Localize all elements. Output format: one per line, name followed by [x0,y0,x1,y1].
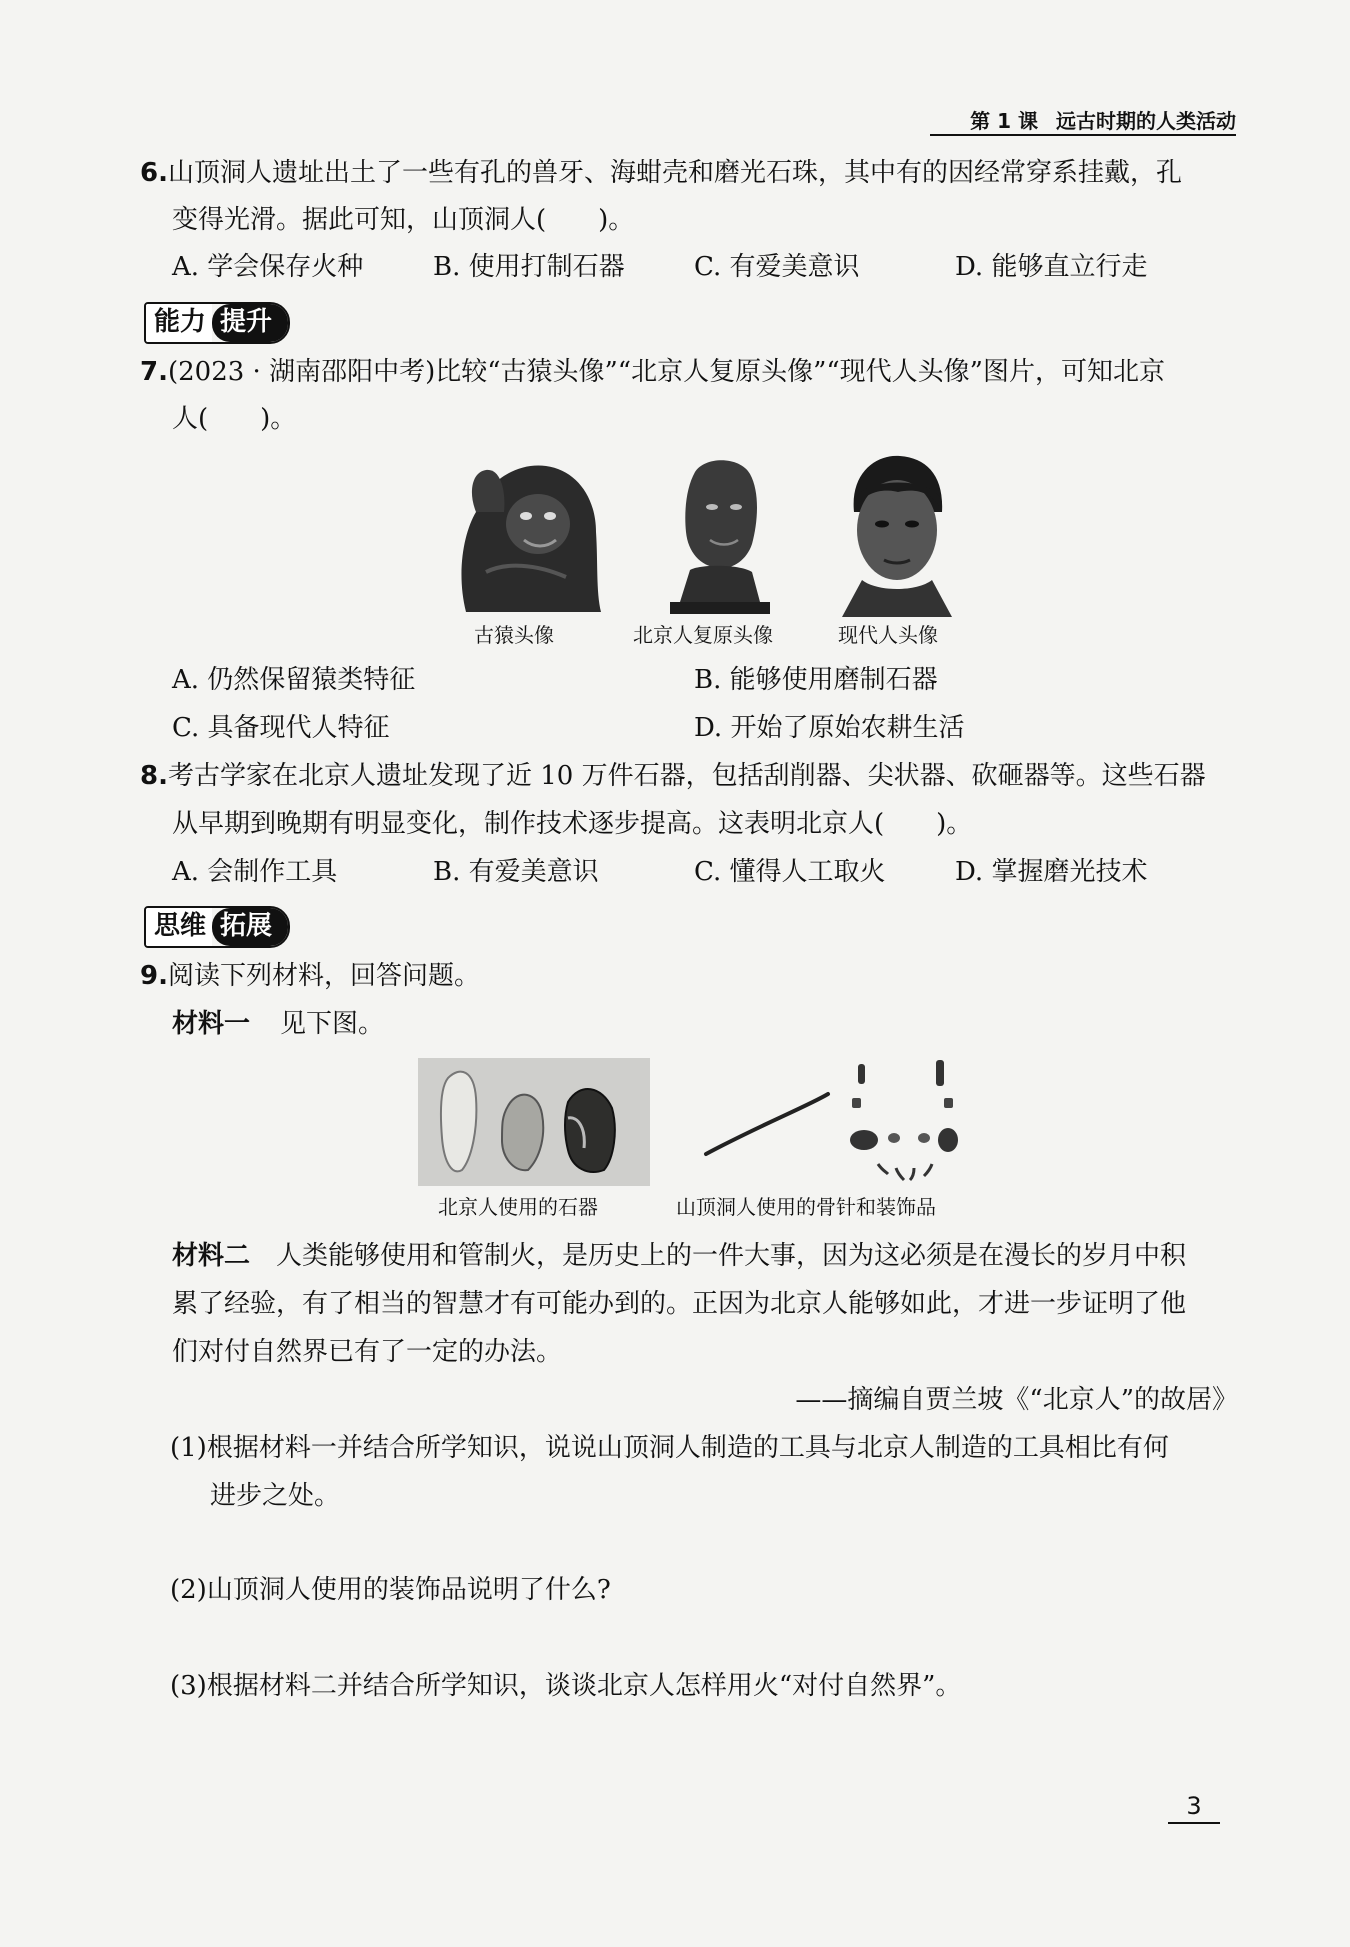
q8-text1: 考古学家在北京人遗址发现了近 10 万件石器，包括刮削器、尖状器、砍砸器等。这些石器 [167,761,1206,791]
q9-sub1-line2: 进步之处。 [210,1481,341,1511]
q7-line1 [140,356,1165,388]
q8-number: 8. [140,761,168,791]
q9-material2-line3: 们对付自然界已有了一定的办法。 [172,1337,563,1367]
peking-man-bust-image [660,452,780,617]
q9-sub2: (2)山顶洞人使用的装饰品说明了什么? [170,1575,611,1605]
q6-line1 [140,157,1182,189]
q7-option-b[interactable]: B. 能够使用磨制石器 [694,665,938,695]
q7-number: 7. [140,357,168,387]
modern-human-head-image [832,452,962,617]
q7-option-a[interactable]: A. 仍然保留猿类特征 [172,665,416,695]
material2-label: 材料二 [172,1241,251,1271]
material1-caption-ornaments: 山顶洞人使用的骨针和装饰品 [676,1195,936,1219]
bone-needle-ornaments-image [698,1054,978,1186]
q9-intro-line [140,960,480,992]
q8-line2: 从早期到晚期有明显变化，制作技术逐步提高。这表明北京人( )。 [172,809,973,839]
material2-source: ——摘编自贾兰坡《“北京人”的故居》 [795,1385,1238,1415]
q8-option-d[interactable]: D. 掌握磨光技术 [955,857,1148,887]
q7-caption-ape: 古猿头像 [474,623,554,647]
q9-number: 9. [140,961,168,991]
q7-text1: (2023 · 湖南邵阳中考)比较“古猿头像”“北京人复原头像”“现代人头像”图片，可知北京 [167,357,1165,387]
q9-material1-line [172,1008,384,1040]
q9-material2-line1 [172,1240,1186,1272]
material1-caption-stone-tools: 北京人使用的石器 [438,1195,598,1219]
ape-head-image [446,452,606,617]
q8-option-b[interactable]: B. 有爱美意识 [433,857,599,887]
lesson-title: 远古时期的人类活动 [1056,109,1236,133]
section-tag-ability [144,302,290,344]
section-tag-part-a: 思维 [146,908,212,946]
q6-number: 6. [140,158,168,188]
q9-material2-line2: 累了经验，有了相当的智慧才有可能办到的。正因为北京人能够如此，才进一步证明了他 [172,1289,1187,1319]
material2-text1: 人类能够使用和管制火，是历史上的一件大事，因为这必须是在漫长的岁月中积 [276,1241,1187,1271]
q6-option-b[interactable]: B. 使用打制石器 [433,252,625,282]
q6-option-c[interactable]: C. 有爱美意识 [694,252,860,282]
page-header [930,110,1236,136]
q8-option-a[interactable]: A. 会制作工具 [172,857,338,887]
section-tag-part-b: 提升 [212,304,288,342]
q7-line2: 人( )。 [172,404,297,434]
material1-text: 见下图。 [280,1009,385,1039]
lesson-number: 第 1 课 [970,109,1038,133]
q9-sub1-line1: (1)根据材料一并结合所学知识，说说山顶洞人制造的工具与北京人制造的工具相比有何 [170,1433,1169,1463]
q8-line1 [140,760,1206,792]
q6-option-a[interactable]: A. 学会保存火种 [172,252,364,282]
q9-sub3: (3)根据材料二并结合所学知识，谈谈北京人怎样用火“对付自然界”。 [170,1671,962,1701]
q6-option-d[interactable]: D. 能够直立行走 [955,252,1148,282]
q6-line2: 变得光滑。据此可知，山顶洞人( )。 [172,205,635,235]
section-tag-thinking [144,906,290,948]
q9-intro: 阅读下列材料，回答问题。 [167,961,480,991]
q7-caption-peking-man: 北京人复原头像 [633,623,773,647]
q7-option-d[interactable]: D. 开始了原始农耕生活 [694,713,965,743]
q6-text1: 山顶洞人遗址出土了一些有孔的兽牙、海蚶壳和磨光石珠，其中有的因经常穿系挂戴，孔 [167,158,1182,188]
section-tag-part-a: 能力 [146,304,212,342]
q7-caption-modern: 现代人头像 [838,623,938,647]
material1-label: 材料一 [172,1009,251,1039]
page-number: 3 [1168,1792,1220,1824]
q7-option-c[interactable]: C. 具备现代人特征 [172,713,390,743]
stone-tools-image [418,1058,650,1186]
section-tag-part-b: 拓展 [212,908,288,946]
q8-option-c[interactable]: C. 懂得人工取火 [694,857,886,887]
